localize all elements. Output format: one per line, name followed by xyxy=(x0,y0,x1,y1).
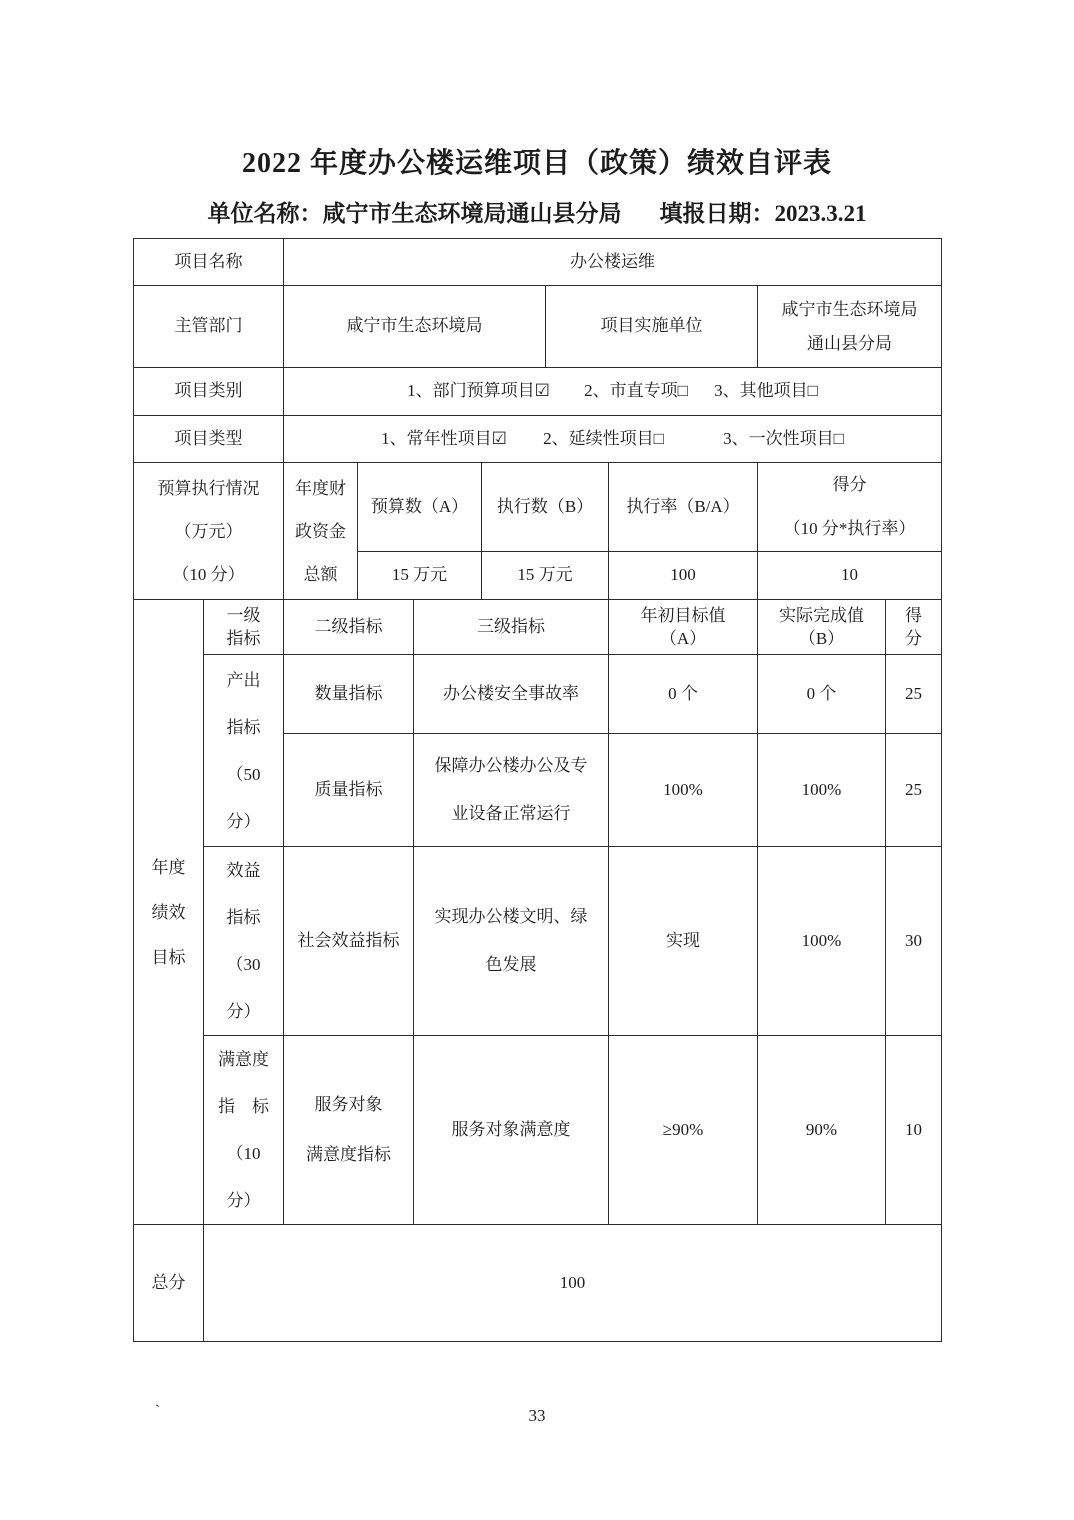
row-social-benefit-indicator xyxy=(134,847,942,1036)
budget-score-header xyxy=(758,463,942,552)
social-level2: 社会效益指标 xyxy=(284,847,414,1036)
exec-rate-value: 100 xyxy=(609,552,758,600)
satisfaction-group-line2: 指 标 xyxy=(218,1097,269,1116)
social-level3-line1: 实现办公楼文明、绿 xyxy=(434,907,588,926)
goal-line1: 年度 xyxy=(151,857,186,877)
project-name-value: 办公楼运维 xyxy=(284,239,942,286)
output-group-line4: 分） xyxy=(226,811,261,831)
service-level2-line2: 满意度指标 xyxy=(306,1145,391,1164)
impl-unit-line1: 咸宁市生态环境局 xyxy=(781,299,918,319)
social-target: 实现 xyxy=(609,847,758,1036)
social-level3-line2: 色发展 xyxy=(485,955,537,974)
social-level3 xyxy=(414,847,609,1036)
row-satisfaction-indicator xyxy=(134,1036,942,1225)
output-indicator-group-label xyxy=(204,655,284,847)
quantity-actual: 0 个 xyxy=(758,655,886,734)
page-title: 2022 年度办公楼运维项目（政策）绩效自评表 xyxy=(241,148,832,179)
dept-label: 主管部门 xyxy=(134,286,284,368)
target-header-line1: 年初目标值 xyxy=(640,606,726,625)
quantity-level2: 数量指标 xyxy=(284,655,414,734)
category-label: 项目类别 xyxy=(134,368,284,416)
service-level3: 服务对象满意度 xyxy=(414,1036,609,1225)
quantity-target: 0 个 xyxy=(609,655,758,734)
quality-level3-line2: 业设备正常运行 xyxy=(451,804,571,823)
row-departments xyxy=(134,286,942,368)
row-project-category xyxy=(134,368,942,416)
budget-score-value: 10 xyxy=(758,552,942,600)
type-option-perennial-checked: 1、常年性项目☑ xyxy=(381,428,507,448)
row-indicator-headers xyxy=(134,600,942,655)
score-header-line1: 得 xyxy=(905,606,922,625)
quantity-score: 25 xyxy=(886,655,942,734)
quality-level3 xyxy=(414,734,609,847)
goal-line3: 目标 xyxy=(151,947,186,967)
satisfaction-indicator-group-label xyxy=(204,1036,284,1225)
row-total-score xyxy=(134,1225,942,1342)
total-score-value: 100 xyxy=(204,1225,942,1342)
impl-unit-value xyxy=(758,286,942,368)
self-evaluation-table xyxy=(133,238,942,1342)
benefit-group-line2: 指标 xyxy=(226,908,261,927)
report-date-label: 填报日期： xyxy=(659,201,775,226)
service-target: ≥90% xyxy=(609,1036,758,1225)
exec-amount-value: 15 万元 xyxy=(482,552,609,600)
actual-value-header xyxy=(758,600,886,655)
level3-indicator-header: 三级指标 xyxy=(414,600,609,655)
impl-unit-label: 项目实施单位 xyxy=(546,286,758,368)
exec-amount-header: 执行数（B） xyxy=(482,463,609,552)
budget-score-header-line2: （10 分*执行率） xyxy=(783,519,916,538)
type-option-continuing: 2、延续性项目□ xyxy=(543,428,664,448)
category-option-budget-checked: 1、部门预算项目☑ xyxy=(407,381,550,401)
annual-performance-goal-label xyxy=(134,600,204,1225)
unit-name-label: 单位名称： xyxy=(207,201,323,226)
row-budget-headers xyxy=(134,463,942,552)
quality-actual: 100% xyxy=(758,734,886,847)
subtitle xyxy=(0,195,1074,228)
output-group-line2: 指标 xyxy=(226,717,261,737)
output-group-line3: （50 xyxy=(226,764,261,784)
budget-execution-label xyxy=(134,463,284,600)
category-option-municipal: 2、市直专项□ xyxy=(584,381,688,401)
actual-header-line2: （B） xyxy=(798,629,845,648)
satisfaction-group-line3: （10 xyxy=(226,1144,261,1163)
fund-line2: 政资金 xyxy=(295,521,346,541)
category-option-other: 3、其他项目□ xyxy=(714,381,818,401)
target-header-line2: （A） xyxy=(659,629,707,648)
quality-target: 100% xyxy=(609,734,758,847)
exec-rate-header: 执行率（B/A） xyxy=(609,463,758,552)
total-score-label: 总分 xyxy=(134,1225,204,1342)
level2-indicator-header: 二级指标 xyxy=(284,600,414,655)
level1-indicator-header xyxy=(204,600,284,655)
satisfaction-group-line1: 满意度 xyxy=(218,1050,269,1069)
level1-header-line2: 指标 xyxy=(226,629,261,648)
service-actual: 90% xyxy=(758,1036,886,1225)
output-group-line1: 产出 xyxy=(226,670,261,690)
quality-level2: 质量指标 xyxy=(284,734,414,847)
unit-name-value: 咸宁市生态环境局通山县分局 xyxy=(322,201,622,226)
row-project-name xyxy=(134,239,942,286)
budget-label-line3: （10 分） xyxy=(172,564,245,584)
report-date-value: 2023.3.21 xyxy=(774,201,867,226)
target-value-header xyxy=(609,600,758,655)
budget-amount-value: 15 万元 xyxy=(358,552,482,600)
budget-score-header-line1: 得分 xyxy=(832,475,867,494)
type-label: 项目类型 xyxy=(134,416,284,463)
budget-label-line2: （万元） xyxy=(174,521,243,541)
level1-header-line1: 一级 xyxy=(226,606,261,625)
goal-line2: 绩效 xyxy=(151,902,186,922)
page-number: 33 xyxy=(528,1406,546,1425)
service-score: 10 xyxy=(886,1036,942,1225)
budget-amount-header: 预算数（A） xyxy=(358,463,482,552)
satisfaction-group-line4: 分） xyxy=(226,1191,261,1210)
social-actual: 100% xyxy=(758,847,886,1036)
actual-header-line1: 实际完成值 xyxy=(779,606,864,625)
quantity-level3: 办公楼安全事故率 xyxy=(414,655,609,734)
score-header-line2: 分 xyxy=(905,629,922,648)
row-project-type xyxy=(134,416,942,463)
budget-label-line1: 预算执行情况 xyxy=(157,478,260,498)
stray-mark: ` xyxy=(155,1403,160,1419)
type-option-onetime: 3、一次性项目□ xyxy=(723,428,844,448)
type-options xyxy=(284,416,942,463)
service-level2-line1: 服务对象 xyxy=(314,1095,383,1114)
score-header xyxy=(886,600,942,655)
project-name-label: 项目名称 xyxy=(134,239,284,286)
quality-level3-line1: 保障办公楼办公及专 xyxy=(434,756,588,775)
benefit-group-line4: 分） xyxy=(226,1002,261,1021)
quality-score: 25 xyxy=(886,734,942,847)
benefit-group-line1: 效益 xyxy=(226,861,261,880)
benefit-indicator-group-label xyxy=(204,847,284,1036)
social-score: 30 xyxy=(886,847,942,1036)
benefit-group-line3: （30 xyxy=(226,955,261,974)
fund-line3: 总额 xyxy=(303,564,338,584)
impl-unit-line2: 通山县分局 xyxy=(807,333,892,353)
service-level2 xyxy=(284,1036,414,1225)
dept-value: 咸宁市生态环境局 xyxy=(284,286,546,368)
fund-line1: 年度财 xyxy=(295,478,346,498)
row-quantity-indicator xyxy=(134,655,942,734)
annual-fund-label xyxy=(284,463,358,600)
category-options xyxy=(284,368,942,416)
